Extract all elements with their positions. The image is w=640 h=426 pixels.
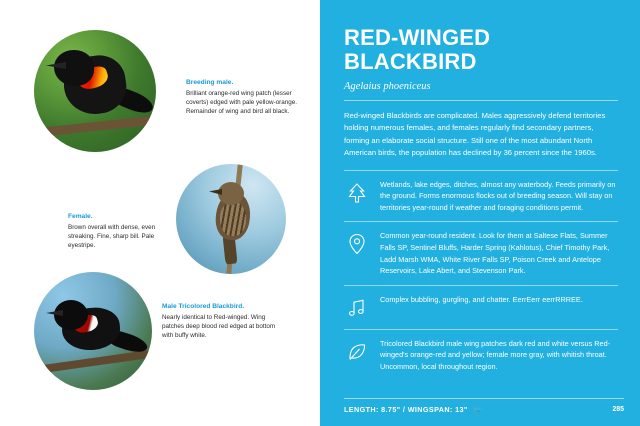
fact-text: Common year-round resident. Look for them at Saltese Flats, Summer Falls SP, Sentinel Bluffs, Harder Spring (Kahlotus), Chief Timothy Park, Ladd Marsh WMA, White River Falls SP, Poison Creek and Antelope Reservoirs, Lake Abert, and Stevenson Park. (380, 231, 610, 276)
leaf-icon (344, 339, 370, 365)
fact-row (344, 221, 618, 284)
caption-body: Brown overall with dense, even streaking. Fine, sharp bill. Pale eyestripe. (68, 224, 156, 250)
breeding-male-photo (34, 30, 156, 152)
bird-streaking-shape (220, 202, 246, 236)
divider (344, 100, 618, 101)
caption-title: Male Tricolored Blackbird. (162, 303, 245, 310)
fact-text: Complex bubbling, gurgling, and chatter. EerrEerr eerrRRREE. (380, 294, 583, 304)
caption-title: Breeding male. (186, 79, 234, 86)
intro-paragraph: Red-winged Blackbirds are complicated. Males aggressively defend territories holding numerous females, and females regularly find secondary partners, forming an elaborate social structure. Still one of the most abundant North American birds, the population has declined by 36 percent since the 1960s. (344, 111, 606, 158)
measurement-stats (344, 405, 483, 414)
caption-body: Nearly identical to Red-winged. Wing patches deep blood red edged at bottom with buffy white. (162, 314, 276, 340)
caption-body: Brilliant orange-red wing patch (lesser coverts) edged with pale yellow-orange. Remainder of wing and bird all black. (186, 90, 297, 116)
measurement-text: LENGTH: 8.75" / WINGSPAN: 13" (344, 405, 468, 414)
page-number: 285 (612, 406, 624, 413)
branch-shape (34, 350, 152, 374)
caption-female (68, 212, 168, 251)
page-footer (344, 405, 624, 414)
location-pin-icon (344, 231, 370, 257)
caption-male-tricolored (162, 302, 286, 341)
bird-head-shape (54, 50, 94, 86)
branch-shape (34, 116, 156, 138)
music-note-icon (344, 295, 370, 321)
bird-beak-shape (209, 189, 222, 195)
fact-text: Tricolored Blackbird male wing patches dark red and white versus Red-winged's orange-red and yellow; female more gray, with whitish throat. Uncommon, local throughout region. (380, 338, 611, 371)
caption-breeding-male (186, 78, 298, 117)
scientific-name: Agelaius phoeniceus (344, 81, 431, 92)
bird-silhouette-icon: 🐦 (472, 405, 484, 414)
fact-text: Wetlands, lake edges, ditches, almost any waterbody. Feeds primarily on the ground. Forms enormous flocks out of breeding season. Will stay on territories year-round if weather and foraging conditions permit. (380, 179, 616, 212)
fact-row (344, 170, 618, 222)
right-page (320, 0, 640, 426)
male-tricolored-photo (34, 272, 152, 390)
fact-row (344, 329, 618, 381)
female-photo (176, 164, 286, 274)
footer-divider (344, 398, 624, 399)
fact-row (344, 285, 618, 329)
fact-list (344, 170, 618, 381)
page-title: RED-WINGED BLACKBIRD (344, 25, 491, 74)
habitat-tree-icon (344, 180, 370, 206)
caption-title: Female. (68, 213, 93, 220)
